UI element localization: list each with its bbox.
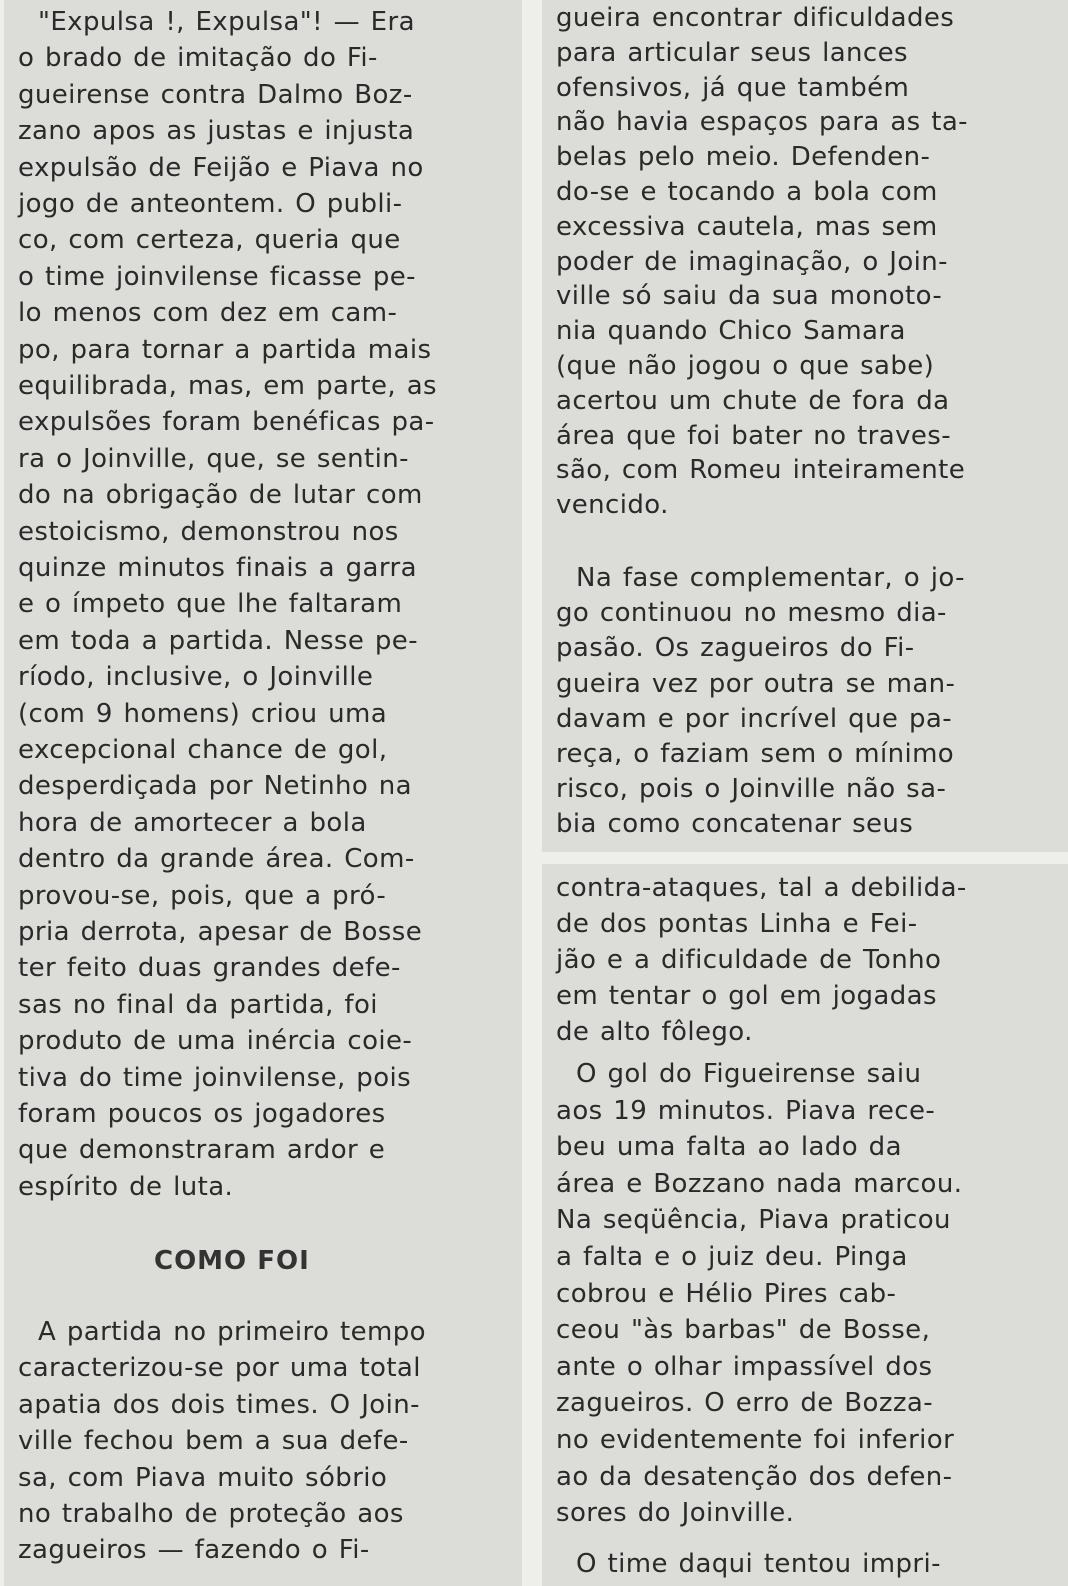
text-line: davam e por incrível que pa- <box>556 703 953 734</box>
text-line: ceou "às barbas" de Bosse, <box>556 1315 931 1346</box>
text-line: gueirense contra Dalmo Boz- <box>18 79 413 110</box>
text-line: lo menos com dez em cam- <box>18 298 398 329</box>
text-line: sa, com Piava muito sóbrio <box>18 1462 388 1493</box>
text-line: belas pelo meio. Defenden- <box>556 142 931 173</box>
text-line: e o ímpeto que lhe faltaram <box>18 589 403 620</box>
text-line: no evidentemente foi inferior <box>556 1425 955 1455</box>
text-line: Na seqüência, Piava praticou <box>556 1205 951 1236</box>
text-line: contra-ataques, tal a debilida- <box>556 873 967 903</box>
text-line: excessiva cautela, mas sem <box>556 211 938 242</box>
text-line: expulsão de Feijão e Piava no <box>18 152 424 183</box>
text-line: em tentar o gol em jogadas <box>556 981 937 1011</box>
text-line: não havia espaços para as ta- <box>556 107 968 138</box>
text-line: jão e a dificuldade de Tonho <box>556 945 942 975</box>
text-line: a falta e o juiz deu. Pinga <box>556 1242 908 1272</box>
text-line: provou-se, pois, que a pró- <box>18 880 387 911</box>
text-line: expulsões foram benéficas pa- <box>18 407 435 438</box>
text-line: do-se e tocando a bola com <box>556 177 938 207</box>
text-line: jogo de anteontem. O publi- <box>18 189 403 219</box>
text-line: ville fechou bem a sua defe- <box>18 1426 409 1457</box>
text-line: acertou um chute de fora da <box>556 385 950 416</box>
text-line: ante o olhar impassível dos <box>556 1351 933 1382</box>
text-line: espírito de luta. <box>18 1171 234 1202</box>
text-line: excepcional chance de gol, <box>18 735 388 765</box>
text-line: O gol do Figueirense saiu <box>576 1059 922 1089</box>
text-line: do na obrigação de lutar com <box>18 480 423 511</box>
section-heading: COMO FOI <box>154 1246 310 1276</box>
text-line: risco, pois o Joinville não sa- <box>556 774 947 805</box>
text-line: sores do Joinville. <box>556 1498 795 1529</box>
text-line: área e Bozzano nada marcou. <box>556 1168 963 1199</box>
text-line: (que não jogou o que sabe) <box>556 351 935 381</box>
article-column-left <box>4 0 522 1586</box>
text-line: estoicismo, demonstrou nos <box>18 516 399 547</box>
text-line: vencido. <box>556 490 669 521</box>
text-line: são, com Romeu inteiramente <box>556 455 966 486</box>
text-line: co, com certeza, queria que <box>18 225 401 256</box>
text-line: pasão. Os zagueiros do Fi- <box>556 633 915 664</box>
text-line: ville só saiu da sua monoto- <box>556 281 943 312</box>
text-line: tiva do time joinvilense, pois <box>18 1062 412 1093</box>
text-line: ofensivos, já que também <box>556 72 910 103</box>
text-line: zagueiros. O erro de Bozza- <box>556 1388 934 1419</box>
text-line: Na fase complementar, o jo- <box>576 563 965 593</box>
text-line: produto de uma inércia coie- <box>18 1026 413 1057</box>
article-column-right-top <box>542 0 1068 852</box>
text-line: nia quando Chico Samara <box>556 316 906 347</box>
text-line: po, para tornar a partida mais <box>18 334 432 365</box>
text-line: no trabalho de proteção aos <box>18 1499 404 1529</box>
text-line: quinze minutos finais a garra <box>18 553 417 583</box>
text-line: (com 9 homens) criou uma <box>18 698 388 729</box>
text-line: A partida no primeiro tempo <box>38 1317 426 1347</box>
text-line: dentro da grande área. Com- <box>18 844 415 875</box>
text-line: o brado de imitação do Fi- <box>18 43 378 74</box>
text-line: pria derrota, apesar de Bosse <box>18 917 423 947</box>
text-line: apatia dos dois times. O Join- <box>18 1389 420 1420</box>
text-line: área que foi bater no traves- <box>556 420 951 451</box>
text-line: sas no final da partida, foi <box>18 989 378 1020</box>
text-line: "Expulsa !, Expulsa"! — Era <box>38 7 415 37</box>
text-line: caracterizou-se por uma total <box>18 1353 421 1384</box>
text-line: desperdiçada por Netinho na <box>18 771 413 802</box>
text-line: zagueiros — fazendo o Fi- <box>18 1535 370 1566</box>
text-line: bia como concatenar seus <box>556 809 914 840</box>
text-line: para articular seus lances <box>556 37 908 68</box>
text-line: foram poucos os jogadores <box>18 1099 386 1129</box>
text-line: reça, o faziam sem o mínimo <box>556 739 955 769</box>
text-line: de dos pontas Linha e Fei- <box>556 909 918 939</box>
text-line: aos 19 minutos. Piava rece- <box>556 1095 936 1126</box>
text-line: em toda a partida. Nesse pe- <box>18 625 418 656</box>
text-line: que demonstraram ardor e <box>18 1135 386 1166</box>
text-line: cobrou e Hélio Pires cab- <box>556 1278 897 1309</box>
text-line: equilibrada, mas, em parte, as <box>18 371 437 401</box>
text-line: gueira encontrar dificuldades <box>556 3 955 33</box>
text-line: ter feito duas grandes defe- <box>18 953 401 984</box>
text-line: hora de amortecer a bola <box>18 807 367 838</box>
text-line: O time daqui tentou impri- <box>576 1549 941 1579</box>
article-column-right-bottom <box>542 864 1068 1586</box>
text-line: beu uma falta ao lado da <box>556 1132 902 1163</box>
text-line: gueira vez por outra se man- <box>556 668 956 699</box>
text-line: ao da desatenção dos defen- <box>556 1461 953 1492</box>
text-line: go continuou no mesmo dia- <box>556 598 947 629</box>
text-line: poder de imaginação, o Join- <box>556 246 948 277</box>
text-line: ríodo, inclusive, o Joinville <box>18 662 374 693</box>
text-line: o time joinvilense ficasse pe- <box>18 261 416 292</box>
text-line: zano apos as justas e injusta <box>18 116 415 147</box>
text-line: ra o Joinville, que, se sentin- <box>18 443 409 474</box>
text-line: de alto fôlego. <box>556 1017 753 1047</box>
